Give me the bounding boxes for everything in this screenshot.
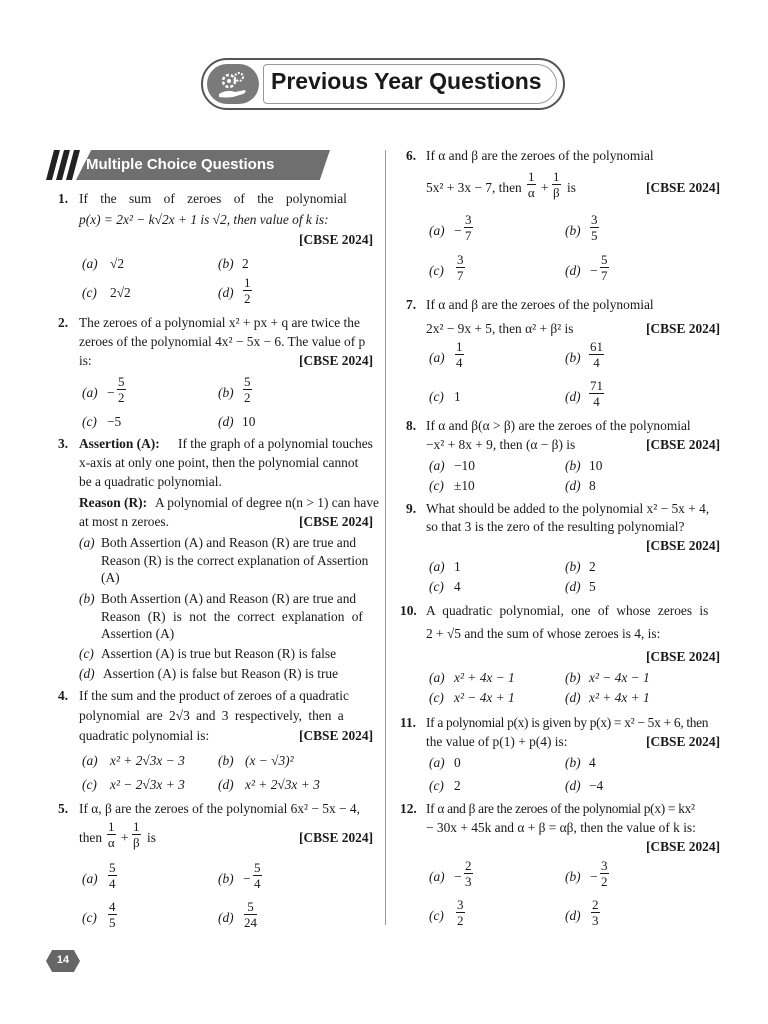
option-text: x² + 2√3x − 3 <box>110 753 185 768</box>
question-text: is <box>567 180 576 195</box>
option-label: (d) <box>565 690 581 705</box>
option-label: (b) <box>218 256 234 271</box>
option-label: (c) <box>82 414 97 429</box>
option-text: Assertion (A) is false but Reason (R) is true <box>103 666 339 681</box>
option-text: x² − 4x − 1 <box>589 670 650 685</box>
option-label: (c) <box>82 910 97 925</box>
question-number: 9. <box>406 501 417 516</box>
option-label: (c) <box>79 646 94 661</box>
fraction: $\frac{71}{4}$ <box>590 378 603 409</box>
question-text: 2x² − 9x + 5, then α² + β² is <box>426 321 574 336</box>
question-text: be a quadratic polynomial. <box>79 474 222 489</box>
question-number: 10. <box>400 603 417 618</box>
question-text: If α and β are the zeroes of the polynomial <box>426 148 654 163</box>
option-label: (d) <box>218 285 234 300</box>
question-text: is <box>147 830 156 845</box>
option-label: (a) <box>82 256 98 271</box>
fraction: $\frac{1}{2}$ <box>244 275 251 306</box>
option-text: x² + 4x − 1 <box>454 670 515 685</box>
fraction: $\frac{2}{3}$ <box>592 897 599 928</box>
option-label: (a) <box>82 385 98 400</box>
assertion-label: Assertion (A): <box>79 436 160 451</box>
question-number: 11. <box>400 715 416 730</box>
option-label: (b) <box>565 670 581 685</box>
option-label: (b) <box>565 869 581 884</box>
cbse-tag: [CBSE 2024] <box>646 734 721 749</box>
option-label: (c) <box>82 777 97 792</box>
question-number: 6. <box>406 148 417 163</box>
question-text: is: <box>79 353 92 368</box>
gears-hand-icon <box>207 64 259 104</box>
fraction: $\frac{2}{3}$ <box>465 858 472 889</box>
question-text: The zeroes of a polynomial x² + px + q are twice the <box>79 315 360 330</box>
option-text: 2 <box>454 778 461 793</box>
cbse-tag: [CBSE 2024] <box>646 649 721 664</box>
option-text: 10 <box>589 458 603 473</box>
option-text: Assertion (A) is true but Reason (R) is false <box>101 646 337 661</box>
option-label: (a) <box>429 755 445 770</box>
fraction: $\frac{1}{\alpha}$ <box>527 169 535 200</box>
fraction: $\frac{1}{4}$ <box>456 339 463 370</box>
option-label: (b) <box>218 385 234 400</box>
option-label: (b) <box>565 755 581 770</box>
question-text: 2 + √5 and the sum of whose zeroes is 4, is: <box>426 626 661 641</box>
option-text: −5 <box>107 414 122 429</box>
option-text: x² + 4x + 1 <box>589 690 650 705</box>
page-title: Previous Year Questions <box>271 68 542 94</box>
option-label: (d) <box>565 778 581 793</box>
section-title: Multiple Choice Questions <box>86 156 275 173</box>
fraction: $\frac{4}{5}$ <box>109 899 116 930</box>
fraction: $\frac{5}{4}$ <box>109 860 116 891</box>
fraction: $\frac{61}{4}$ <box>590 339 603 370</box>
question-number: 1. <box>58 191 69 206</box>
fraction: $\frac{3}{2}$ <box>601 858 608 889</box>
question-text: If the graph of a polynomial touches <box>178 436 373 451</box>
option-label: (a) <box>429 350 445 365</box>
question-text: 5x² + 3x − 7, then <box>426 180 522 195</box>
minus-sign: − <box>107 385 115 400</box>
option-label: (b) <box>218 753 234 768</box>
option-text: Both Assertion (A) and Reason (R) are true and <box>101 591 357 606</box>
question-text: What should be added to the polynomial x² − 5x + 4, <box>426 501 710 516</box>
option-label: (c) <box>429 908 444 923</box>
cbse-tag: [CBSE 2024] <box>646 180 721 195</box>
option-text: 4 <box>454 579 461 594</box>
fraction: $\frac{1}{\alpha}$ <box>107 819 115 850</box>
option-text: x² − 4x + 1 <box>454 690 515 705</box>
option-label: (c) <box>429 579 444 594</box>
option-label: (c) <box>429 690 444 705</box>
option-label: (a) <box>82 871 98 886</box>
option-label: (d) <box>565 263 581 278</box>
question-text: If the sum and the product of zeroes of a quadratic <box>79 688 349 703</box>
question-text: zeroes of the polynomial 4x² − 5x − 6. The value of p <box>79 334 366 349</box>
question-text: −x² + 8x + 9, then (α − β) is <box>426 437 576 452</box>
cbse-tag: [CBSE 2024] <box>646 538 721 553</box>
question-number: 3. <box>58 436 69 451</box>
question-text: If α and β(α > β) are the zeroes of the polynomial <box>426 418 691 433</box>
option-label: (d) <box>565 908 581 923</box>
question-text: quadratic polynomial is: <box>79 728 210 743</box>
option-label: (a) <box>429 869 445 884</box>
option-label: (d) <box>218 414 234 429</box>
column-divider <box>385 150 386 925</box>
question-number: 8. <box>406 418 417 433</box>
option-text: (x − √3)² <box>245 753 294 768</box>
option-label: (b) <box>565 559 581 574</box>
option-text: 5 <box>589 579 596 594</box>
question-text: If a polynomial p(x) is given by p(x) = x² − 5x + 6, then <box>426 715 709 730</box>
reason-label: Reason (R): <box>79 495 148 510</box>
fraction: $\frac{3}{2}$ <box>457 897 464 928</box>
cbse-tag: [CBSE 2024] <box>299 353 374 368</box>
option-label: (d) <box>565 389 581 404</box>
option-text: 10 <box>242 414 256 429</box>
option-text: −10 <box>454 458 475 473</box>
minus-sign: − <box>590 263 598 278</box>
cbse-tag: [CBSE 2024] <box>299 514 374 529</box>
question-text: p(x) = 2x² − k√2x + 1 is √2, then value of k is: <box>79 212 329 227</box>
option-label: (d) <box>79 666 95 681</box>
fraction: $\frac{3}{7}$ <box>465 212 472 243</box>
option-text: 1 <box>454 559 461 574</box>
minus-sign: − <box>454 869 462 884</box>
fraction: $\frac{5}{4}$ <box>254 860 261 891</box>
option-text: Reason (R) is not the correct explanation of <box>101 609 363 624</box>
fraction: $\frac{3}{7}$ <box>457 252 464 283</box>
option-text: x² − 2√3x + 3 <box>110 777 185 792</box>
option-label: (d) <box>565 579 581 594</box>
fraction: $\frac{5}{7}$ <box>601 252 608 283</box>
question-number: 7. <box>406 297 417 312</box>
section-header <box>46 150 330 180</box>
page-number-badge <box>46 950 80 972</box>
fraction: $\frac{1}{\beta}$ <box>552 169 560 200</box>
option-text: Assertion (A) <box>101 626 175 641</box>
page-banner <box>201 58 565 110</box>
cbse-tag: [CBSE 2024] <box>299 830 374 845</box>
fraction: $\frac{1}{\beta}$ <box>132 819 140 850</box>
cbse-tag: [CBSE 2024] <box>299 232 374 247</box>
option-label: (a) <box>82 753 98 768</box>
minus-sign: − <box>454 223 462 238</box>
option-label: (a) <box>429 223 445 238</box>
option-label: (b) <box>565 350 581 365</box>
question-text: then <box>79 830 103 845</box>
option-label: (d) <box>218 777 234 792</box>
question-text: at most n zeroes. <box>79 514 169 529</box>
option-label: (a) <box>429 458 445 473</box>
question-text: x-axis at only one point, then the polynomial cannot <box>79 455 359 470</box>
option-label: (c) <box>429 778 444 793</box>
page-number: 14 <box>56 954 70 966</box>
option-label: (b) <box>218 871 234 886</box>
option-text: −4 <box>589 778 604 793</box>
question-text: If α, β are the zeroes of the polynomial 6x² − 5x − 4, <box>79 801 360 816</box>
option-text: 4 <box>589 755 596 770</box>
fraction: $\frac{5}{24}$ <box>244 899 257 930</box>
question-number: 2. <box>58 315 69 330</box>
option-label: (d) <box>565 478 581 493</box>
question-text: the value of p(1) + p(4) is: <box>426 734 568 749</box>
option-label: (a) <box>79 535 95 550</box>
option-text: √2 <box>110 256 125 271</box>
option-text: 8 <box>589 478 596 493</box>
cbse-tag: [CBSE 2024] <box>299 728 374 743</box>
plus-sign: + <box>541 180 549 195</box>
banner-icon-badge <box>207 64 259 104</box>
question-text: so that 3 is the zero of the resulting polynomial? <box>426 519 685 534</box>
option-text: Reason (R) is the correct explanation of Assertion <box>101 553 369 568</box>
question-text: A polynomial of degree n(n > 1) can have <box>155 495 379 510</box>
option-text: Both Assertion (A) and Reason (R) are true and <box>101 535 357 550</box>
question-text: If α and β are the zeroes of the polynomial <box>426 297 654 312</box>
question-text: − 30x + 45k and α + β = αβ, then the value of k is: <box>426 820 696 835</box>
question-text: If α and β are the zeroes of the polynomial p(x) = kx² <box>426 801 695 816</box>
option-label: (d) <box>218 910 234 925</box>
fraction: $\frac{3}{5}$ <box>591 212 598 243</box>
option-label: (c) <box>429 389 444 404</box>
minus-sign: − <box>243 871 251 886</box>
option-text: 0 <box>454 755 461 770</box>
option-label: (b) <box>565 223 581 238</box>
option-label: (c) <box>429 263 444 278</box>
option-label: (a) <box>429 670 445 685</box>
option-label: (b) <box>79 591 95 606</box>
question-text: polynomial are 2√3 and 3 respectively, then a <box>79 708 344 723</box>
option-text: (A) <box>101 570 120 585</box>
cbse-tag: [CBSE 2024] <box>646 321 721 336</box>
option-label: (a) <box>429 559 445 574</box>
plus-sign: + <box>121 830 129 845</box>
cbse-tag: [CBSE 2024] <box>646 839 721 854</box>
option-text: ±10 <box>454 478 475 493</box>
option-text: 2√2 <box>110 285 131 300</box>
option-text: x² + 2√3x + 3 <box>245 777 320 792</box>
option-label: (b) <box>565 458 581 473</box>
question-number: 4. <box>58 688 69 703</box>
question-number: 5. <box>58 801 69 816</box>
option-text: 2 <box>589 559 596 574</box>
option-text: 1 <box>454 389 461 404</box>
fraction: $\frac{5}{2}$ <box>118 374 125 405</box>
question-number: 12. <box>400 801 417 816</box>
fraction: $\frac{5}{2}$ <box>244 374 251 405</box>
option-label: (c) <box>82 285 97 300</box>
minus-sign: − <box>590 869 598 884</box>
cbse-tag: [CBSE 2024] <box>646 437 721 452</box>
question-text: A quadratic polynomial, one of whose zeroes is <box>426 603 709 618</box>
option-label: (c) <box>429 478 444 493</box>
option-text: 2 <box>242 256 249 271</box>
question-text: If the sum of zeroes of the polynomial <box>79 191 347 206</box>
